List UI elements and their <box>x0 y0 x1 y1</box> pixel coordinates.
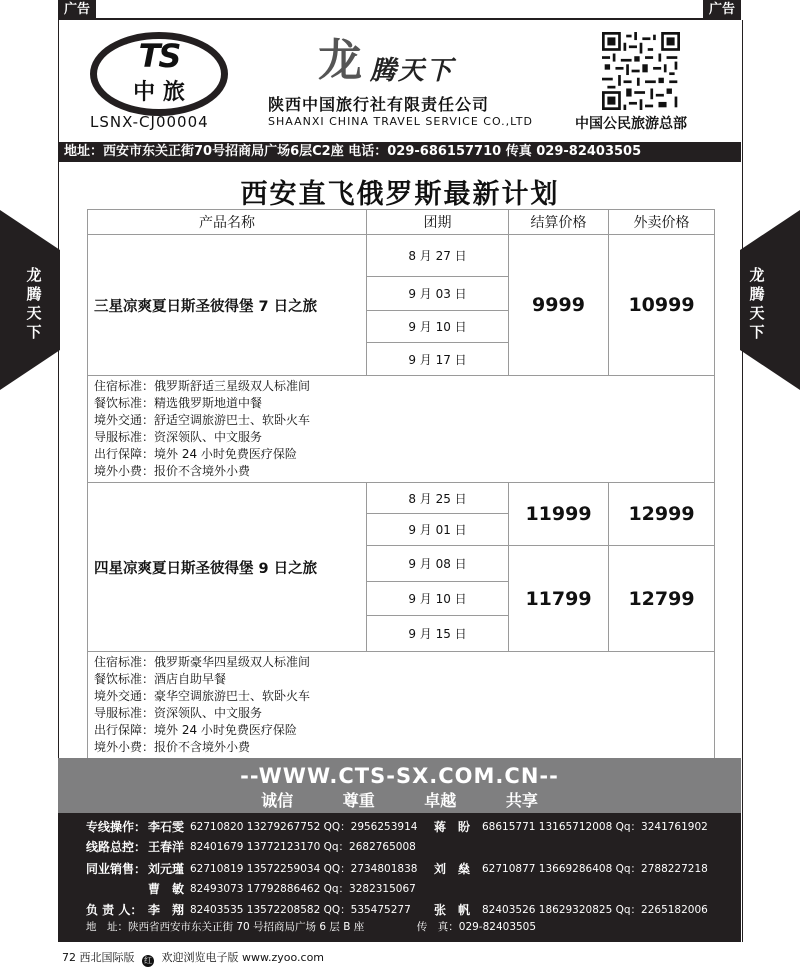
cts-logo <box>90 32 228 116</box>
detail-line: 出行保障：境外 24 小时免费医疗保险 <box>94 447 297 461</box>
page-footer <box>62 949 324 967</box>
contact-info: 68615771 13165712008 Qq：3241761902 <box>482 821 708 833</box>
detail-line: 境外小费：报价不含境外小费 <box>94 464 251 478</box>
detail-line: 餐饮标准：精选俄罗斯地道中餐 <box>94 396 263 410</box>
detail-line: 导服标准：资深领队、中文服务 <box>94 706 263 720</box>
detail-line: 住宿标准：俄罗斯舒适三星级双人标准间 <box>94 379 311 393</box>
slogan-word: 共享 <box>505 791 538 810</box>
departure-date: 9 月 15 日 <box>367 616 509 652</box>
header-retail-price: 外卖价格 <box>609 210 715 235</box>
address-bar <box>58 142 741 162</box>
detail-line: 境外交通：舒适空调旅游巴士、软卧火车 <box>94 413 311 427</box>
ad-label-left: 广告 <box>58 0 96 20</box>
departure-date: 9 月 10 日 <box>367 311 509 343</box>
contact-name: 张 帆 <box>434 903 471 917</box>
departure-date: 9 月 17 日 <box>367 343 509 376</box>
page-number: 72 <box>62 951 76 964</box>
product-details <box>88 376 715 483</box>
header-product: 产品名称 <box>88 210 367 235</box>
departure-date: 8 月 27 日 <box>367 235 509 277</box>
retail-price: 12799 <box>609 546 715 652</box>
table-header-row <box>88 210 715 235</box>
table-row <box>88 483 715 514</box>
license-code: LSNX-CJ00004 <box>90 113 209 131</box>
contact-info: 62710820 13279267752 QQ：2956253914 <box>190 821 418 833</box>
detail-line: 导服标准：资深领队、中文服务 <box>94 430 263 444</box>
contact-label: 负 责 人： <box>86 903 143 917</box>
product-name: 三星凉爽夏日斯圣彼得堡 7 日之旅 <box>88 235 367 376</box>
product-name: 四星凉爽夏日斯圣彼得堡 9 日之旅 <box>88 483 367 652</box>
logo-initials: TS <box>138 37 180 75</box>
contact-info: 62710877 13669286408 Qq：2788227218 <box>482 863 708 875</box>
table-row <box>88 652 715 759</box>
section-name: 西北国际版 <box>79 951 135 964</box>
detail-line: 住宿标准：俄罗斯豪华四星级双人标准间 <box>94 655 311 669</box>
detail-line: 餐饮标准：酒店自助早餐 <box>94 672 227 686</box>
footer-link-text[interactable]: 欢迎浏览电子版 www.zyoo.com <box>161 951 325 964</box>
settle-price: 11999 <box>509 483 609 546</box>
brand-text: 腾天下 <box>370 56 455 86</box>
settle-price: 11799 <box>509 546 609 652</box>
departure-date: 9 月 03 日 <box>367 277 509 311</box>
slogan-word: 诚信 <box>261 791 294 810</box>
departure-date: 9 月 08 日 <box>367 546 509 582</box>
contact-block <box>58 813 741 942</box>
website-link[interactable]: --WWW.CTS-SX.COM.CN-- <box>240 764 559 788</box>
contact-name: 蒋 盼 <box>434 820 471 834</box>
contact-name: 刘 燊 <box>434 862 471 876</box>
side-text-left: 龙 腾 天 下 <box>26 266 42 341</box>
departure-date: 9 月 10 日 <box>367 582 509 616</box>
contact-info: 82493073 17792886462 Qq：3282315067 <box>190 883 416 895</box>
contact-info: 82401679 13772123170 Qq：2682765008 <box>190 841 416 853</box>
hq-label: 中国公民旅游总部 <box>575 116 687 132</box>
contact-name: 李石雯 <box>148 820 185 834</box>
contact-name: 曹 敏 <box>148 882 185 896</box>
company-name-en: SHAANXI CHINA TRAVEL SERVICE CO.,LTD <box>268 115 533 128</box>
detail-line: 出行保障：境外 24 小时免费医疗保险 <box>94 723 297 737</box>
address-text: 地址：西安市东关正街70号招商局广场6层C2座 电话：029-686157710 传真 029-82403505 <box>64 144 642 159</box>
contact-label: 同业销售： <box>86 862 147 876</box>
departure-date: 9 月 01 日 <box>367 514 509 546</box>
contact-name: 刘元瑾 <box>148 862 185 876</box>
contact-info: 62710819 13572259034 QQ：2734801838 <box>190 863 418 875</box>
table-row <box>88 235 715 277</box>
ad-label-right: 广告 <box>703 0 741 20</box>
retail-price: 10999 <box>609 235 715 376</box>
contact-info: 82403535 13572208582 QQ：535475277 <box>190 904 411 916</box>
tour-plan-table <box>87 209 715 759</box>
product-details <box>88 652 715 759</box>
settle-price: 9999 <box>509 235 609 376</box>
page-title: 西安直飞俄罗斯最新计划 <box>240 179 560 210</box>
company-name-cn: 陕西中国旅行社有限责任公司 <box>268 95 490 114</box>
slogan-word: 卓越 <box>424 791 457 810</box>
retail-price: 12999 <box>609 483 715 546</box>
detail-line: 境外小费：报价不含境外小费 <box>94 740 251 754</box>
red-circle-icon: 红 <box>144 956 152 965</box>
side-text-right: 龙 腾 天 下 <box>749 266 765 341</box>
qr-code-icon <box>602 32 680 110</box>
dragon-calligraphy: 龙 <box>318 35 362 86</box>
contact-info: 82403526 18629320825 Qq：2265182006 <box>482 904 708 916</box>
brand-slogan <box>370 50 454 87</box>
contact-label: 线路总控： <box>86 840 147 854</box>
slogan-word: 尊重 <box>342 791 375 810</box>
table-row <box>88 376 715 483</box>
header-settle-price: 结算价格 <box>509 210 609 235</box>
contact-name: 李 翔 <box>148 903 185 917</box>
contact-name: 王春洋 <box>148 840 185 854</box>
header-date: 团期 <box>367 210 509 235</box>
contact-label: 专线操作： <box>86 820 147 834</box>
slogan <box>58 788 741 811</box>
footer-address: 地 址：陕西省西安市东关正街 70 号招商局广场 6 层 B 座 传 真：029-82403505 <box>86 921 537 933</box>
detail-line: 境外交通：豪华空调旅游巴士、软卧火车 <box>94 689 311 703</box>
logo-text: 中 旅 <box>133 80 185 105</box>
website-banner <box>58 758 741 813</box>
departure-date: 8 月 25 日 <box>367 483 509 514</box>
